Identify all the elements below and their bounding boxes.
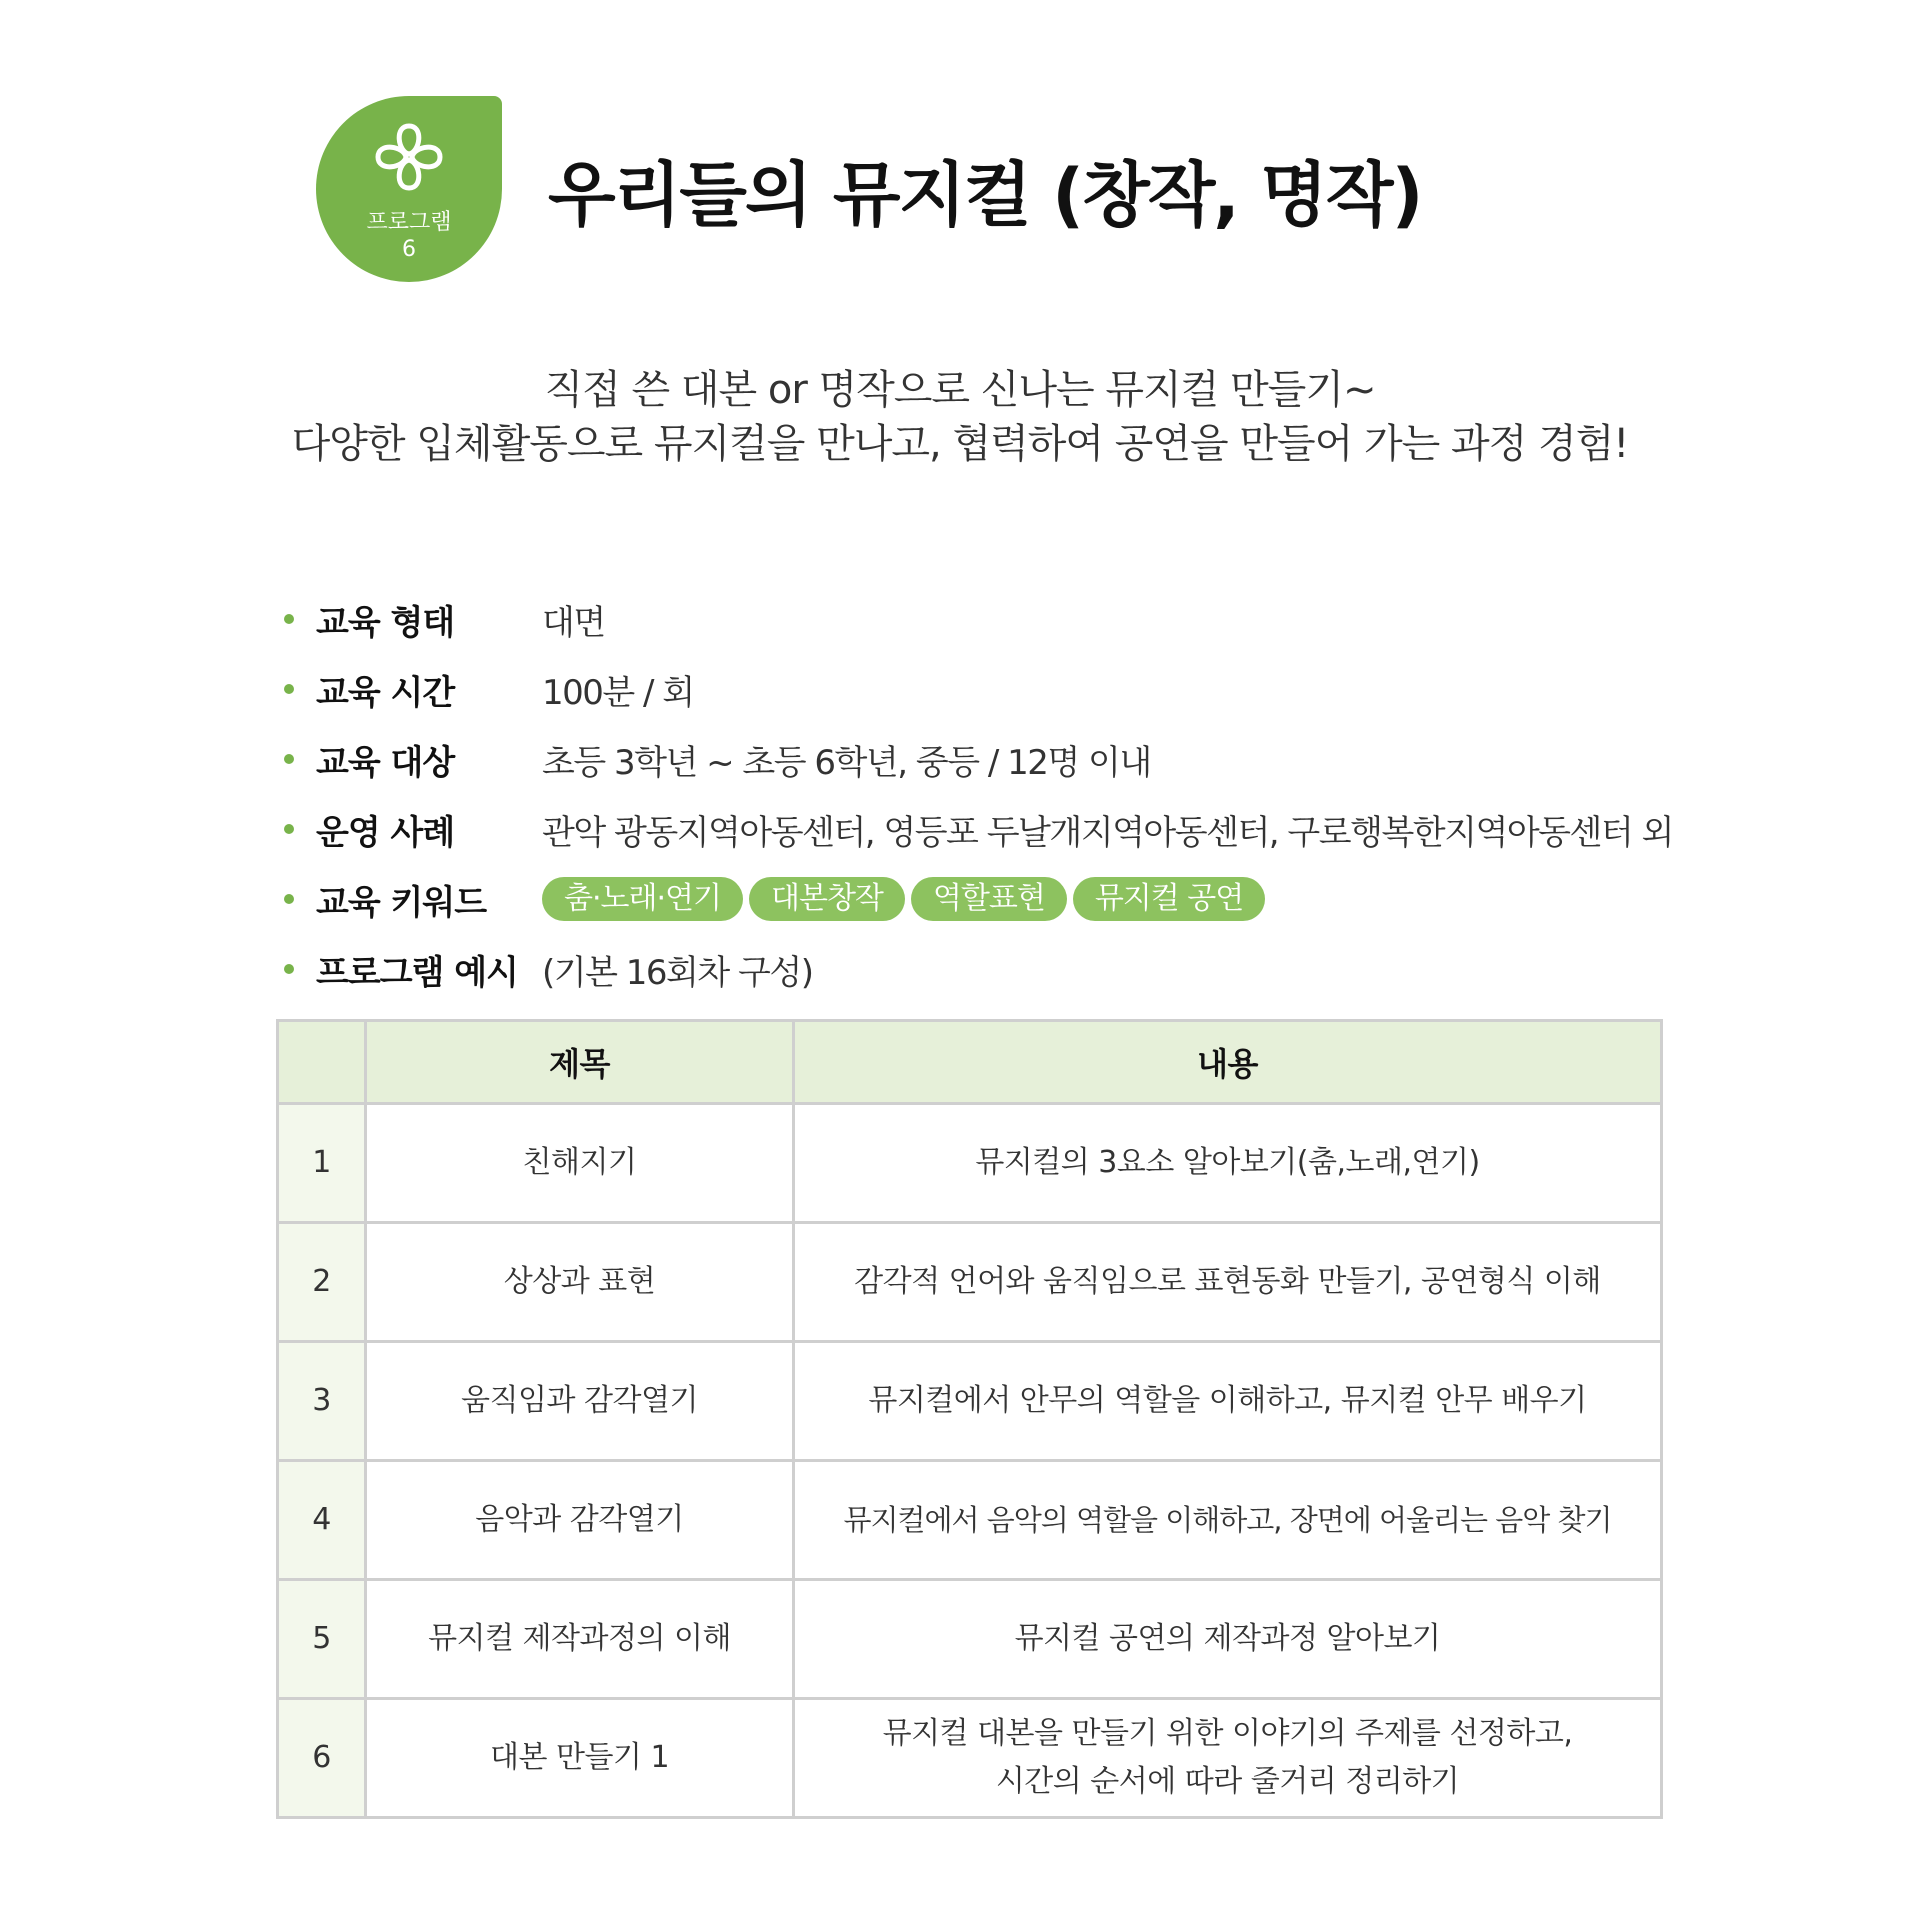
bullet-icon [284, 894, 294, 904]
info-row-target [284, 734, 1684, 784]
row-number: 5 [278, 1580, 366, 1699]
row-number: 3 [278, 1342, 366, 1461]
info-row-cases [284, 804, 1684, 854]
info-row-keywords [284, 874, 1684, 924]
column-header-content: 내용 [794, 1021, 1662, 1104]
clover-icon [368, 116, 450, 198]
keyword-tag: 춤·노래·연기 [542, 877, 743, 921]
row-number: 4 [278, 1461, 366, 1580]
info-label: 교육 형태 [316, 602, 455, 643]
info-label: 교육 대상 [316, 742, 455, 783]
badge-label: 프로그램 [366, 210, 452, 235]
info-label: 운영 사례 [316, 812, 455, 853]
row-content: 뮤지컬에서 음악의 역할을 이해하고, 장면에 어울리는 음악 찾기 [794, 1461, 1662, 1580]
info-label: 교육 키워드 [316, 882, 487, 923]
table-row [278, 1461, 1662, 1580]
table-row [278, 1223, 1662, 1342]
program-table [276, 1019, 1663, 1819]
bullet-icon [284, 824, 294, 834]
table-row [278, 1104, 1662, 1223]
keyword-tag: 역할표현 [911, 877, 1067, 921]
info-value: 대면 [542, 602, 605, 643]
info-row-duration [284, 664, 1684, 714]
row-content: 뮤지컬의 3요소 알아보기(춤,노래,연기) [794, 1104, 1662, 1223]
bullet-icon [284, 964, 294, 974]
info-row-example [284, 944, 1684, 994]
table-row [278, 1342, 1662, 1461]
info-value: 100분 / 회 [542, 672, 694, 713]
row-content-line-1: 뮤지컬 대본을 만들기 위한 이야기의 주제를 선정하고, [882, 1716, 1573, 1751]
row-number: 2 [278, 1223, 366, 1342]
column-header-title: 제목 [366, 1021, 794, 1104]
badge-number: 6 [402, 237, 416, 262]
row-title: 상상과 표현 [366, 1223, 794, 1342]
page-title: 우리들의 뮤지컬 (창작, 명작) [548, 154, 1422, 236]
info-value: 관악 광동지역아동센터, 영등포 두날개지역아동센터, 구로행복한지역아동센터 외 [542, 812, 1673, 853]
program-badge [316, 96, 502, 282]
table-row [278, 1699, 1662, 1818]
row-title: 움직임과 감각열기 [366, 1342, 794, 1461]
row-content: 감각적 언어와 움직임으로 표현동화 만들기, 공연형식 이해 [794, 1223, 1662, 1342]
bullet-icon [284, 684, 294, 694]
row-content: 뮤지컬에서 안무의 역할을 이해하고, 뮤지컬 안무 배우기 [794, 1342, 1662, 1461]
info-row-format [284, 594, 1684, 644]
keyword-tag: 뮤지컬 공연 [1073, 877, 1265, 921]
row-title: 대본 만들기 1 [366, 1699, 794, 1818]
table-header-row [278, 1021, 1662, 1104]
row-title: 친해지기 [366, 1104, 794, 1223]
row-title: 음악과 감각열기 [366, 1461, 794, 1580]
bullet-icon [284, 614, 294, 624]
table-row [278, 1580, 1662, 1699]
row-content: 뮤지컬 공연의 제작과정 알아보기 [794, 1580, 1662, 1699]
info-label: 교육 시간 [316, 672, 455, 713]
row-number: 6 [278, 1699, 366, 1818]
row-content-line-2: 시간의 순서에 따라 줄거리 정리하기 [995, 1764, 1460, 1799]
info-label: 프로그램 예시 [316, 952, 518, 993]
intro-line-2: 다양한 입체활동으로 뮤지컬을 만나고, 협력하여 공연을 만들어 가는 과정 경험! [291, 421, 1629, 467]
row-number: 1 [278, 1104, 366, 1223]
bullet-icon [284, 754, 294, 764]
row-title: 뮤지컬 제작과정의 이해 [366, 1580, 794, 1699]
intro-line-1: 직접 쓴 대본 or 명작으로 신나는 뮤지컬 만들기~ [544, 367, 1376, 413]
info-value: (기본 16회차 구성) [542, 952, 813, 993]
info-value: 초등 3학년 ~ 초등 6학년, 중등 / 12명 이내 [542, 742, 1151, 783]
column-header-number [278, 1021, 366, 1104]
keyword-tag: 대본창작 [749, 877, 905, 921]
row-content [794, 1699, 1662, 1818]
keyword-tags [542, 877, 1265, 921]
